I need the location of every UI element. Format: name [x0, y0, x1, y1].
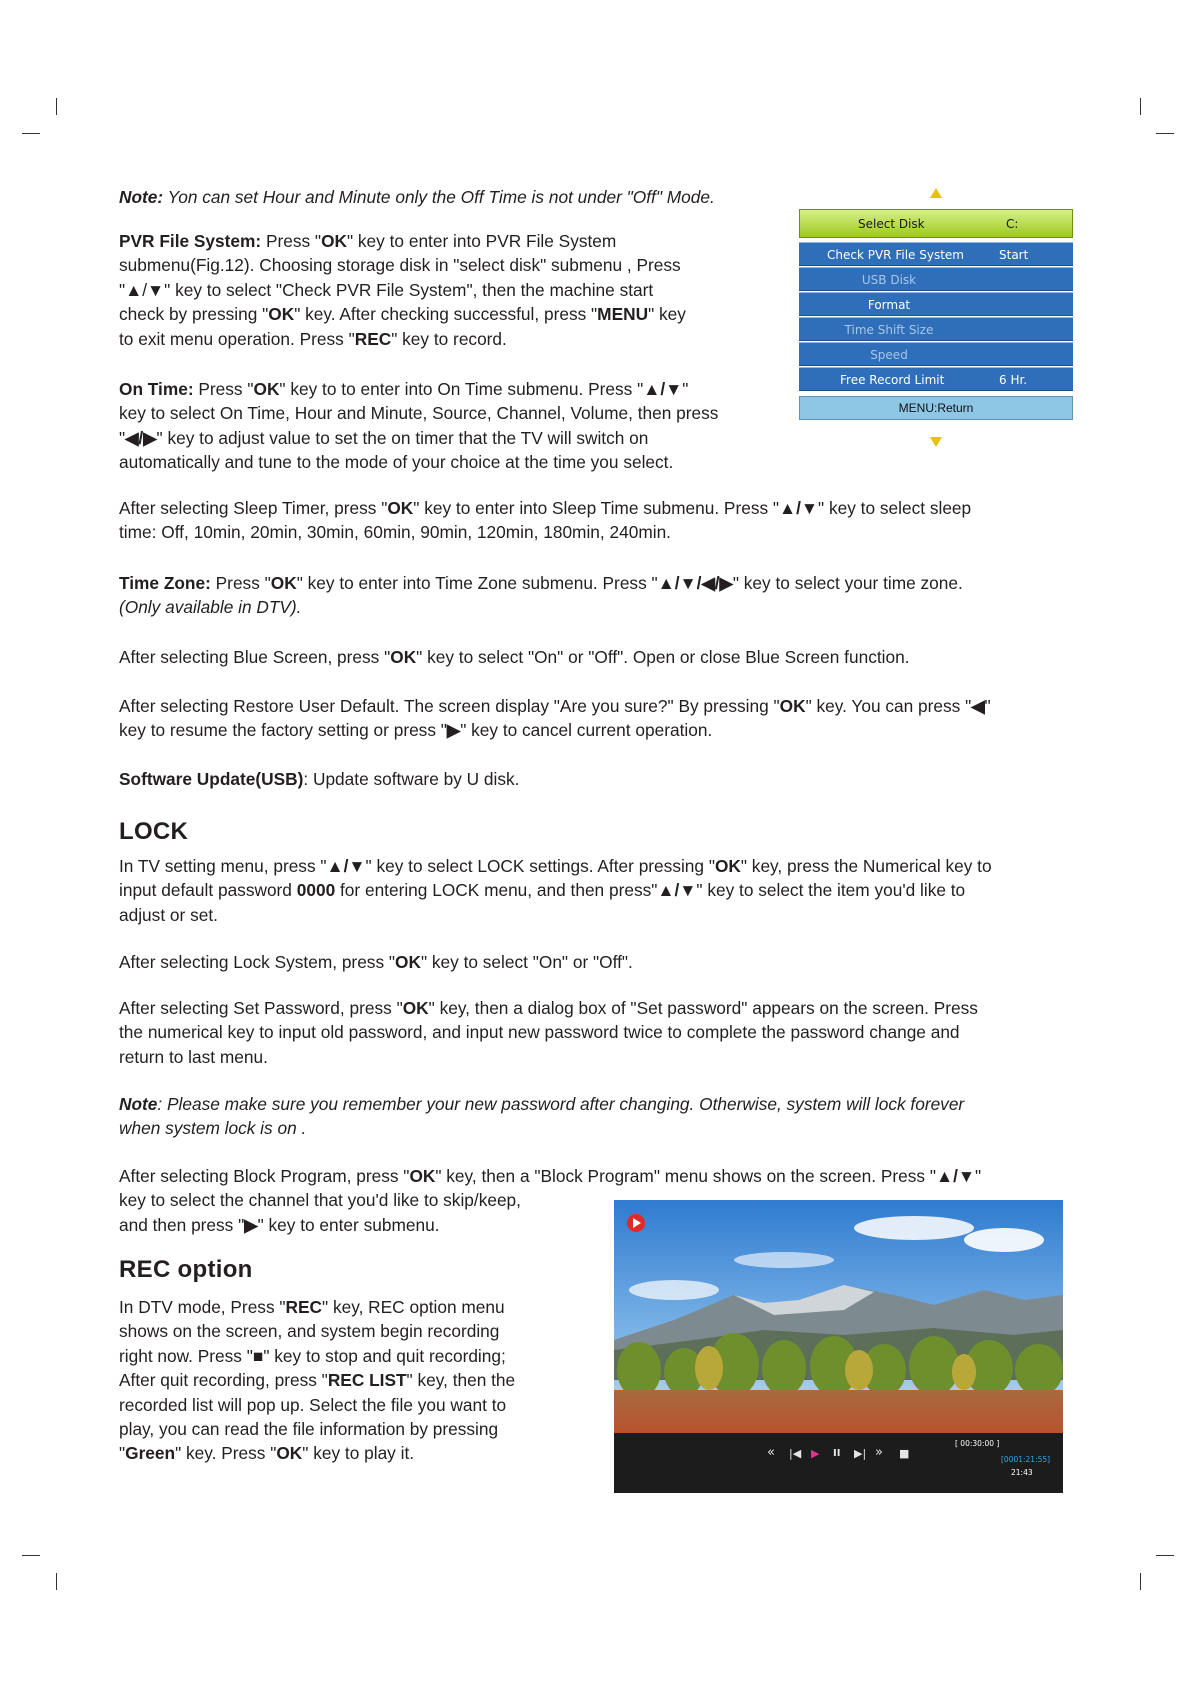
- down-arrow-icon: [930, 437, 942, 447]
- player-control-bar: [614, 1433, 1063, 1493]
- menu-item-label: Select Disk: [858, 217, 925, 231]
- playback-position: [0001:21:55]: [1001, 1455, 1051, 1464]
- crop-mark: [1140, 98, 1141, 115]
- lock-system-paragraph: After selecting Lock System, press "OK" key to select "On" or "Off".: [119, 952, 633, 972]
- menu-item-format[interactable]: [799, 292, 1073, 316]
- previous-icon[interactable]: |◀: [789, 1447, 802, 1460]
- crop-mark: [1140, 1573, 1141, 1590]
- rec-option-paragraph: In DTV mode, Press "REC" key, REC option menu shows on the screen, and system begin recording right now. Press "■" key to stop and quit recording; After quit recording, press "REC LIST" key, then the recorded list will pop up. Select the file you want to play, you can read the file information by pressing "Green" key. Press "OK" key to play it.: [119, 1297, 516, 1464]
- menu-item-label: Speed: [870, 348, 908, 362]
- fast-rewind-icon[interactable]: «: [767, 1445, 775, 1460]
- set-password-paragraph: After selecting Set Password, press "OK" key, then a dialog box of "Set password" appears on the screen. Press the numerical key to input old password, and input new password twice to complete the password change and return to last menu.: [119, 998, 978, 1067]
- clock-time: 21:43: [1011, 1468, 1033, 1477]
- pvr-paragraph: PVR File System: Press "OK" key to enter into PVR File System submenu(Fig.12). Choosing storage disk in "select disk" submenu , Press "▲/▼" key to select "Check PVR File System", then the machine start check by pressing "OK" key. After checking successful, press "MENU" key to exit menu operation. Press "REC" key to record.: [119, 231, 686, 349]
- menu-item-speed[interactable]: [799, 342, 1073, 366]
- play-icon[interactable]: ▶: [811, 1447, 820, 1460]
- pause-icon[interactable]: II: [833, 1448, 841, 1459]
- time-zone-paragraph: Time Zone: Press "OK" key to enter into Time Zone submenu. Press "▲/▼/◀/▶" key to select your time zone. (Only available in DTV).: [119, 573, 963, 618]
- software-update-paragraph: Software Update(USB): Update software by U disk.: [119, 769, 520, 789]
- next-icon[interactable]: ▶|: [854, 1447, 867, 1460]
- menu-item-value: C:: [1006, 217, 1019, 231]
- stop-icon[interactable]: ■: [899, 1447, 910, 1460]
- sleep-timer-paragraph: After selecting Sleep Timer, press "OK" key to enter into Sleep Time submenu. Press "▲/▼" key to select sleep time: Off, 10min, 20min, 30min, 60min, 90min, 120min, 180min, 240min.: [119, 498, 972, 543]
- menu-item-label: Free Record Limit: [840, 373, 945, 387]
- crop-mark: [56, 98, 57, 115]
- password-note-paragraph: Note: Please make sure you remember your new password after changing. Otherwise, system will lock forever when system lock is on .: [119, 1094, 965, 1139]
- landscape-image: [614, 1200, 1063, 1433]
- crop-mark: [1156, 1555, 1174, 1556]
- rec-player-screenshot: [614, 1200, 1063, 1493]
- rec-option-heading: REC option: [119, 1256, 253, 1283]
- menu-item-label: Check PVR File System: [827, 248, 964, 262]
- menu-item-label: Time Shift Size: [844, 323, 934, 337]
- menu-item-time-shift-size[interactable]: [799, 317, 1073, 341]
- blue-screen-paragraph: After selecting Blue Screen, press "OK" key to select "On" or "Off". Open or close Blue Screen function.: [119, 647, 910, 667]
- up-arrow-icon: [930, 188, 942, 198]
- restore-default-paragraph: After selecting Restore User Default. The screen display "Are you sure?" By pressing "OK" key. You can press "◀" key to resume the factory setting or press "▶" key to cancel current operation.: [119, 696, 991, 741]
- total-time: [ 00:30:00 ]: [955, 1439, 1000, 1448]
- menu-item-label: USB Disk: [861, 273, 917, 287]
- crop-mark: [1156, 133, 1174, 134]
- lock-heading: LOCK: [119, 818, 189, 845]
- fast-forward-icon[interactable]: »: [875, 1445, 883, 1460]
- menu-item-value: 6 Hr.: [999, 373, 1028, 387]
- menu-item-select-disk[interactable]: [799, 209, 1073, 238]
- pvr-file-system-menu: [799, 209, 1073, 421]
- menu-item-check-pvr[interactable]: [799, 242, 1073, 266]
- menu-footer: MENU:Return: [799, 396, 1073, 420]
- menu-item-label: Format: [867, 298, 911, 312]
- note-paragraph: Note: Yon can set Hour and Minute only the Off Time is not under "Off" Mode.: [119, 187, 715, 207]
- lock-paragraph: In TV setting menu, press "▲/▼" key to select LOCK settings. After pressing "OK" key, press the Numerical key to input default password 0000 for entering LOCK menu, and then press"▲/▼" key to select the item you'd like to adjust or set.: [119, 856, 992, 925]
- crop-mark: [22, 1555, 40, 1556]
- crop-mark: [22, 133, 40, 134]
- crop-mark: [56, 1573, 57, 1590]
- menu-item-usb-disk[interactable]: [799, 267, 1073, 291]
- menu-item-value: Start: [999, 248, 1029, 262]
- block-program-paragraph: After selecting Block Program, press "OK" key, then a "Block Program" menu shows on the screen. Press "▲/▼" key to select the channel that you'd like to skip/keep, and then press "▶" key to enter submenu.: [119, 1166, 982, 1235]
- menu-item-free-record-limit[interactable]: [799, 367, 1073, 391]
- on-time-paragraph: On Time: Press "OK" key to to enter into On Time submenu. Press "▲/▼" key to select On Time, Hour and Minute, Source, Channel, Volume, then press "◀/▶" key to adjust value to set the on timer that the TV will switch on automatically and tune to the mode of your choice at the time you select.: [119, 379, 719, 473]
